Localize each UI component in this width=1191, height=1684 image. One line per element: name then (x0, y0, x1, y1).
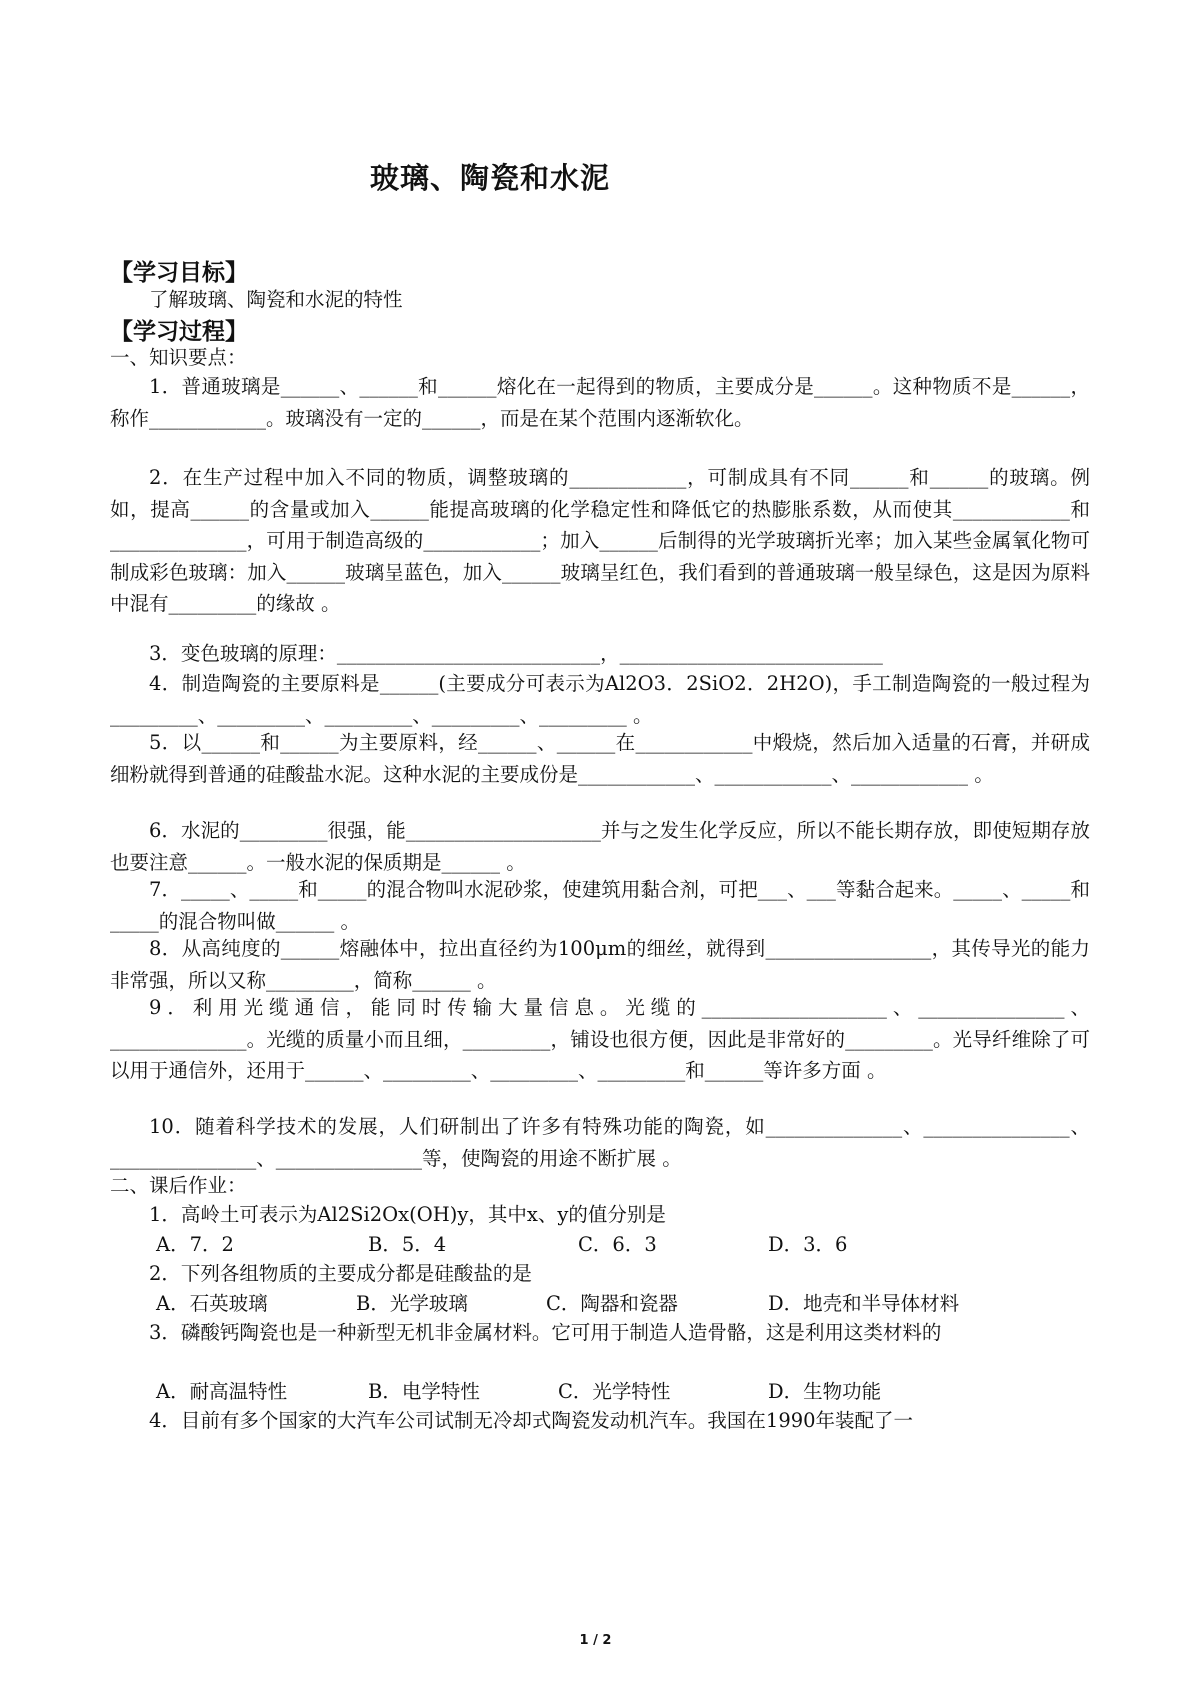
question-8: 8．从高纯度的______熔融体中，拉出直径约为100μm的细丝，就得到_________________，其传导光的能力非常强，所以又称_________，简称______ 。 (110, 937, 1090, 992)
question-2: 2．在生产过程中加入不同的物质，调整玻璃的____________，可制成具有不同______和______的玻璃。例如，提高______的含量或加入______能提高玻璃的化学稳定性和降低它的热膨胀系数，从而使其____________和______________，可用于制造高级的____________；加入______后制得的光学玻璃折光率；加入某些金属氧化物可制成彩色玻璃：加入______玻璃呈蓝色，加入______玻璃呈红色，我们看到的普通玻璃一般呈绿色，这是因为原料中混有_________的缘故 。 (110, 466, 1090, 615)
option-b: B．光学玻璃 (356, 1292, 468, 1315)
homework-heading: 二、课后作业： (110, 1174, 247, 1197)
question-9: 9．利用光缆通信，能同时传输大量信息。光缆的___________________、_______________、______________。光缆的质量小而且细，_________，铺设也很方便，因此是非常好的_________。光导纤维除了可以用于通信外，还用于______、_________、_________、_________和______等许多方面 。 (110, 996, 1090, 1082)
option-c: C．6．3 (578, 1233, 657, 1256)
objectives-heading: 【学习目标】 (110, 260, 248, 286)
page-title: 玻璃、陶瓷和水泥 (369, 161, 610, 195)
homework-4-stem: 4．目前有多个国家的大汽车公司试制无冷却式陶瓷发动机汽车。我国在1990年装配了一 (149, 1409, 914, 1432)
option-d: D．生物功能 (768, 1380, 882, 1403)
option-b: B．电学特性 (368, 1380, 480, 1403)
question-7: 7．_____、_____和_____的混合物叫水泥砂浆，使建筑用黏合剂，可把___、___等黏合起来。_____、_____和_____的混合物叫做______ 。 (110, 878, 1090, 933)
homework-1-stem: 1．高岭土可表示为Al2Si2Ox(OH)y，其中x、y的值分别是 (149, 1203, 666, 1226)
option-a: A．7．2 (156, 1233, 234, 1256)
homework-2-stem: 2．下列各组物质的主要成分都是硅酸盐的是 (149, 1262, 532, 1285)
question-1: 1．普通玻璃是______、______和______熔化在一起得到的物质，主要成分是______。这种物质不是______，称作____________。玻璃没有一定的______，而是在某个范围内逐渐软化。 (110, 375, 1090, 430)
option-b: B．5．4 (368, 1233, 447, 1256)
page-number: 1 / 2 (579, 1633, 612, 1648)
question-6: 6．水泥的_________很强，能____________________并与之发生化学反应，所以不能长期存放，即使短期存放也要注意______。一般水泥的保质期是______ 。 (110, 819, 1090, 874)
option-c: C．陶器和瓷器 (546, 1292, 678, 1315)
option-c: C．光学特性 (558, 1380, 671, 1403)
process-heading: 【学习过程】 (110, 319, 248, 345)
option-d: D．3．6 (768, 1233, 848, 1256)
question-10: 10．随着科学技术的发展，人们研制出了许多有特殊功能的陶瓷，如______________、_______________、_______________、_______________等，使陶瓷的用途不断扩展 。 (110, 1115, 1090, 1170)
option-d: D．地壳和半导体材料 (768, 1292, 960, 1315)
objectives-text: 了解玻璃、陶瓷和水泥的特性 (149, 288, 403, 311)
option-a: A．石英玻璃 (156, 1292, 268, 1315)
knowledge-heading: 一、知识要点： (110, 346, 247, 369)
option-a: A．耐高温特性 (156, 1380, 288, 1403)
question-5: 5．以______和______为主要原料，经______、______在____________中煅烧，然后加入适量的石膏，并研成细粉就得到普通的硅酸盐水泥。这种水泥的主要成份是____________、____________、____________ 。 (110, 731, 1090, 786)
homework-3-stem: 3．磷酸钙陶瓷也是一种新型无机非金属材料。它可用于制造人造骨骼，这是利用这类材料的 (149, 1321, 942, 1344)
question-3: 3．变色玻璃的原理：___________________________，___________________________ (149, 642, 883, 665)
question-4: 4．制造陶瓷的主要原料是______(主要成分可表示为Al2O3．2SiO2．2H2O)，手工制造陶瓷的一般过程为 _________、_________、_________、_________、_________ 。 (110, 672, 1090, 727)
